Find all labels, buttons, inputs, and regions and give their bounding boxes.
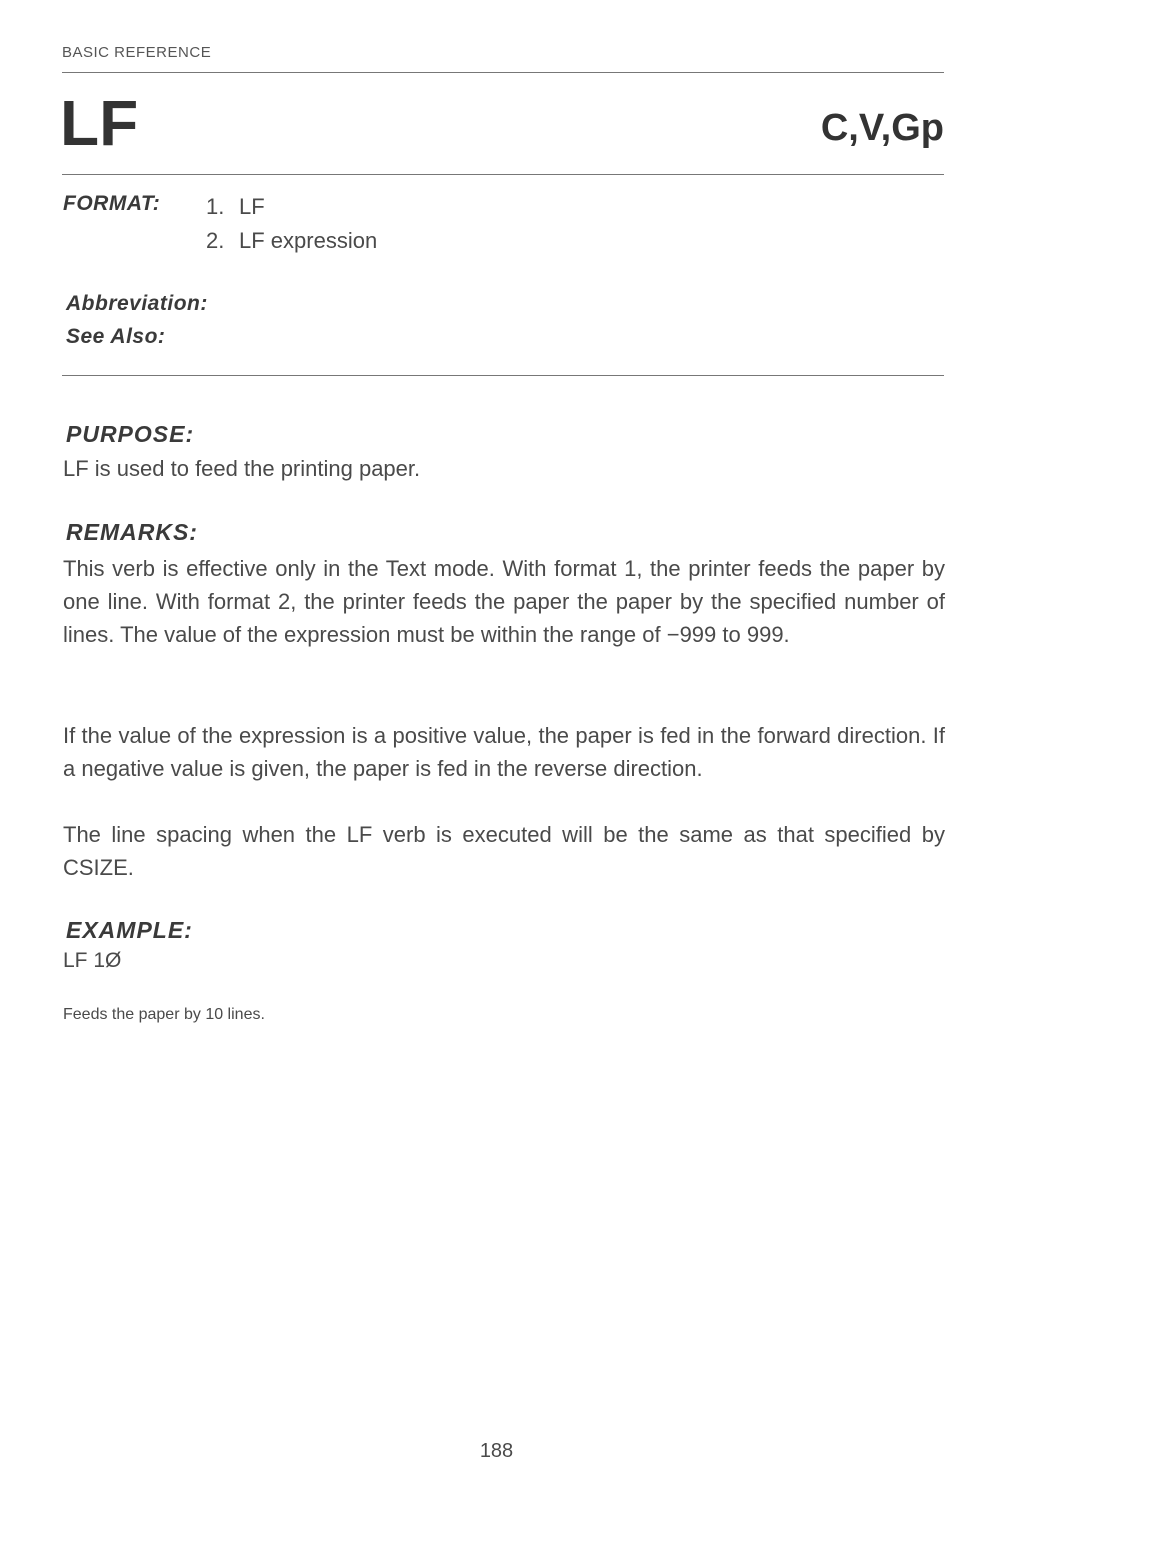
example-heading: EXAMPLE: xyxy=(66,917,193,943)
remarks-heading: REMARKS: xyxy=(66,519,198,545)
format-item xyxy=(206,224,377,258)
page-number: 188 xyxy=(479,1440,514,1462)
see-also-label: See Also: xyxy=(66,325,166,348)
command-modes: C,V,Gp xyxy=(820,107,944,149)
abbreviation-label: Abbreviation: xyxy=(66,292,208,315)
format-item-text: LF expression xyxy=(239,228,378,253)
remarks-paragraph: The line spacing when the LF verb is executed will be the same as that specified by CSIZE. xyxy=(63,822,945,880)
example-code: LF 1Ø xyxy=(63,949,122,972)
title-divider xyxy=(62,174,944,175)
command-name: LF xyxy=(60,87,139,159)
format-item-number: 1. xyxy=(206,194,225,219)
running-header: BASIC REFERENCE xyxy=(62,44,212,61)
format-label: FORMAT: xyxy=(63,192,161,215)
purpose-heading: PURPOSE: xyxy=(66,421,195,447)
format-item-number: 2. xyxy=(206,228,225,253)
format-list xyxy=(206,190,377,258)
format-item xyxy=(206,190,377,224)
header-divider xyxy=(62,72,944,73)
format-item-text: LF xyxy=(239,194,265,219)
example-note: Feeds the paper by 10 lines. xyxy=(63,1006,265,1023)
remarks-paragraph: This verb is effective only in the Text mode. With format 1, the printer feeds the paper by one line. With format 2, the printer feeds the paper the paper by the specified number of lines. The value of the expression must be within the range of −999 to 999. xyxy=(63,556,945,647)
purpose-text: LF is used to feed the printing paper. xyxy=(63,456,421,481)
remarks-paragraph: If the value of the expression is a positive value, the paper is fed in the forward direction. If a negative value is given, the paper is fed in the reverse direction. xyxy=(63,723,945,781)
meta-divider xyxy=(62,375,944,376)
